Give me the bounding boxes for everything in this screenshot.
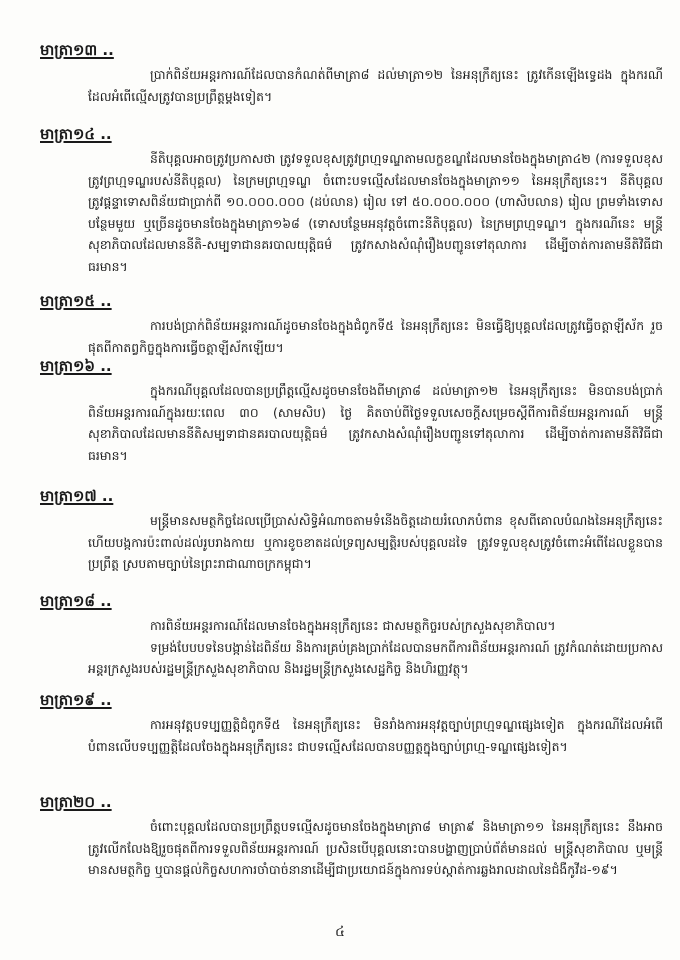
page-number: ៤ [335, 924, 345, 940]
article-heading: មាត្រា១៦ .. [40, 357, 112, 375]
article-paragraph: ការអនុវត្តបទប្បញ្ញត្តិជំពូកទី៥ នៃអនុក្រឹត្យនេះ មិនរាំងការអនុវត្តច្បាប់ព្រហ្មទណ្ឌផ្សេងទៀត ក្នុងករណីដែលអំពើបំពានលើបទប្បញ្ញត្តិដែលចែងក្នុងអនុក្រឹត្យនេះ ជាបទល្មើសដែលបានបញ្ញត្តក្នុងច្បាប់ព្រហ្ម-ទណ្ឌផ្សេងទៀត។ [88, 717, 663, 754]
article-heading: មាត្រា១៥ .. [40, 292, 112, 310]
article-20 [40, 792, 663, 881]
article-paragraph: មន្រ្តីមានសមត្ថកិច្ចដែលប្រើប្រាស់សិទ្ធិអំណាចតាមទំនើងចិត្តដោយរំលោភបំពាន ខុសពីគោលបំណងនៃអនុក្រឹត្យនេះ ហើយបង្កការប៉ះពាល់ដល់រូបរាងកាយ ឬការខូចខាតដល់ទ្រព្យសម្បត្តិរបស់បុគ្គលដទៃ ត្រូវទទួលខុសត្រូវចំពោះអំពើដែលខ្លួនបានប្រព្រឹត្ត ស្របតាមច្បាប់នៃព្រះរាជាណាចក្រកម្ពុជា។ [88, 513, 663, 571]
article-15 [40, 291, 663, 358]
article-paragraph: ចំពោះបុគ្គលដែលបានប្រព្រឹត្តបទល្មើសដូចមានចែងក្នុងមាត្រា៨ មាត្រា៩ និងមាត្រា១១ នៃអនុក្រឹត្យនេះ នឹងអាចត្រូវលើកលែងឱ្យរួចផុតពីការទទួលពិន័យអន្តរការណ៍ ប្រសិនបើបុគ្គលនោះបានបង្ហាញប្រាប់ព័ត៌មានដល់ មន្រ្តីសុខាភិបាល ឬមន្ត្រីមានសមត្ថកិច្ច ឬបានផ្តល់កិច្ចសហការចាំបាច់នានាដើម្បីជាប្រយោជន៍ក្នុងការទប់ស្កាត់ការឆ្លងរាលដាលនៃជំងឺកូវីដ-១៩។ [88, 819, 663, 877]
article-paragraph: ការបង់ប្រាក់ពិន័យអន្តរការណ៍ដូចមានចែងក្នុងជំពូកទី៥ នៃអនុក្រឹត្យនេះ មិនធ្វើឱ្យបុគ្គលដែលត្រូវធ្វើចត្តាឡីស័ក រួចផុតពីកាតព្វកិច្ចក្នុងការធ្វើចត្តាឡីស័កឡើយ។ [88, 318, 663, 355]
article-14 [40, 124, 663, 277]
article-19 [40, 690, 663, 757]
article-paragraph: ការពិន័យអន្តរការណ៍ដែលមានចែងក្នុងអនុក្រឹត្យនេះ ជាសមត្ថកិច្ចរបស់ក្រសួងសុខាភិបាល។ [150, 618, 556, 633]
article-heading: មាត្រា១៧ .. [40, 487, 114, 505]
article-heading: មាត្រា១៨ .. [40, 592, 112, 610]
article-heading: មាត្រា១៣ .. [40, 41, 114, 59]
article-13 [40, 40, 663, 107]
article-paragraph: ក្នុងករណីបុគ្គលដែលបានប្រព្រឹត្តល្មើសដូចមានចែងពីមាត្រា៨ ដល់មាត្រា១២ នៃអនុក្រឹត្យនេះ មិនបានបង់ប្រាក់ពិន័យអន្តរការណ៍ក្នុងរយៈពេល ៣០ (សាមសិប) ថ្ងៃ គិតចាប់ពីថ្ងៃទទួលសេចក្តីសម្រេចស្តីពីការពិន័យអន្តរការណ៍ មន្រ្តីសុខាភិបាលដែលមាននីតិសម្បទាជានគរបាលយុត្តិធម៌ ត្រូវកសាងសំណុំរឿងបញ្ជូនទៅតុលាការ ដើម្បីចាត់ការតាមនីតិវិធីជាធរមាន។ [88, 383, 663, 463]
article-heading: មាត្រា១៩ .. [40, 691, 112, 709]
article-heading: មាត្រា១៤ .. [40, 125, 112, 143]
article-17 [40, 486, 663, 575]
article-16 [40, 356, 663, 466]
article-paragraph: ប្រាក់ពិន័យអន្តរការណ៍ដែលបានកំណត់ពីមាត្រា៨ ដល់មាត្រា១២ នៃអនុក្រឹត្យនេះ ត្រូវកើនឡើងទ្វេដង ក្នុងករណីដែលអំពើល្មើសត្រូវបានប្រព្រឹត្តម្តងទៀត។ [88, 67, 663, 104]
article-paragraph: ទម្រង់បែបបទនៃបង្កាន់ដៃពិន័យ និងការគ្រប់គ្រងប្រាក់ដែលបានមកពីការពិន័យអន្តរការណ៍ ត្រូវកំណត់ដោយប្រកាសអន្តរក្រសួងរបស់រដ្ឋមន្រ្តីក្រសួងសុខាភិបាល និងរដ្ឋមន្រ្តីក្រសួងសេដ្ឋកិច្ច និងហិរញ្ញវត្ថុ។ [88, 639, 663, 676]
article-heading: មាត្រា២០ .. [40, 793, 112, 811]
article-18 [40, 591, 663, 680]
article-paragraph: នីតិបុគ្គលអាចត្រូវប្រកាសថា ត្រូវទទួលខុសត្រូវព្រហ្មទណ្ឌតាមលក្ខខណ្ឌដែលមានចែងក្នុងមាត្រា៤២ (ការទទួលខុសត្រូវព្រហ្មទណ្ឌរបស់នីតិបុគ្គល) នៃក្រមព្រហ្មទណ្ឌ ចំពោះបទល្មើសដែលមានចែងក្នុងមាត្រា១១ នៃអនុក្រឹត្យនេះ។ នីតិបុគ្គលត្រូវផ្តន្ទាទោសពិន័យជាប្រាក់ពី ១០.០០០.០០០ (ដប់លាន) រៀល ទៅ ៥០.០០០.០០០ (ហាសិបលាន) រៀល ព្រមទាំងទោសបន្ថែមមួយ ឬច្រើនដូចមានចែងក្នុងមាត្រា១៦៨ (ទោសបន្ថែមអនុវត្តចំពោះនីតិបុគ្គល) នៃក្រមព្រហ្មទណ្ឌ។ ក្នុងករណីនេះ មន្រ្តីសុខាភិបាលដែលមាននីតិ-សម្បទាជានគរបាលយុត្តិធម៌ ត្រូវកសាងសំណុំរឿងបញ្ជូនទៅតុលាការ ដើម្បីចាត់ការតាមនីតិវិធីជាធរមាន។ [88, 151, 663, 274]
